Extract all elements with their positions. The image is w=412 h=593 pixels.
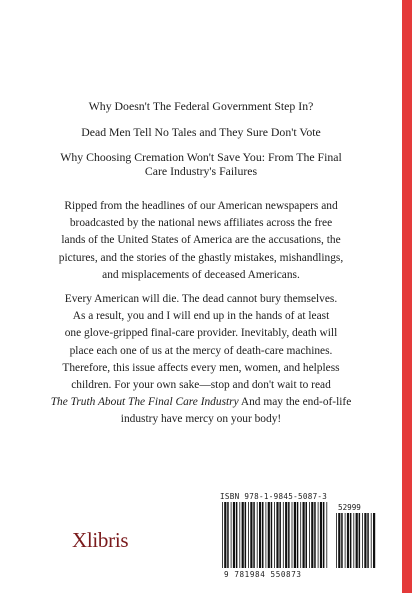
paragraph2-line: one glove-gripped final-care provider. Inevitably, death will xyxy=(64,327,338,340)
barcode-bar xyxy=(222,502,223,568)
price-code-text: 52999 xyxy=(338,503,361,512)
barcode-bar xyxy=(309,502,310,568)
headline-dead-men: Dead Men Tell No Tales and They Sure Don't Vote xyxy=(81,125,321,139)
barcode-bar xyxy=(271,502,273,568)
barcode-bar xyxy=(253,502,255,568)
barcode-bar xyxy=(345,513,346,568)
barcode-bar xyxy=(224,502,226,568)
headline-cremation: Why Choosing Cremation Won't Save You: From The Final xyxy=(60,150,342,164)
barcode-bar xyxy=(303,502,305,568)
barcode-bar xyxy=(323,502,325,568)
addon-barcode-bars xyxy=(336,513,375,568)
paragraph1-line: broadcasted by the national news affiliates across the free xyxy=(69,217,333,230)
barcode-bar xyxy=(250,502,252,568)
book-title: The Truth About The Final Care Industry xyxy=(50,396,239,409)
barcode-bar xyxy=(362,513,363,568)
barcode-bar xyxy=(326,502,327,568)
paragraph1-line: Ripped from the headlines of our American newspapers and xyxy=(64,200,338,212)
headline-federal-government: Why Doesn't The Federal Government Step In? xyxy=(88,99,314,113)
barcode-bar xyxy=(294,502,296,568)
barcode-bar xyxy=(364,513,366,568)
barcode-bar xyxy=(367,513,369,568)
publisher-logo: Xlibris xyxy=(72,528,129,552)
paragraph2-line: children. For your own sake—stop and don't wait to read xyxy=(71,379,331,392)
paragraph2-line: As a result, you and I will end up in the hands of at least xyxy=(72,310,330,323)
title-tail: And may the end-of-life xyxy=(238,396,352,409)
barcode-bar xyxy=(227,502,229,568)
headline-cremation-cont: Care Industry's Failures xyxy=(144,164,258,178)
barcode-bar xyxy=(353,513,354,568)
barcode-bar xyxy=(356,513,358,568)
barcode-bar xyxy=(239,502,240,568)
barcode-bar xyxy=(274,502,275,568)
barcode-bar xyxy=(276,502,278,568)
barcode-bar xyxy=(285,502,287,568)
barcode-bar xyxy=(279,502,281,568)
barcode-digits: 9 781984 550873 xyxy=(224,570,302,579)
paragraph2-line: Every American will die. The dead cannot bury themselves. xyxy=(64,293,338,305)
barcode-bar xyxy=(297,502,299,568)
barcode-bar xyxy=(242,502,244,568)
barcode-bar xyxy=(318,502,319,568)
paragraph1-line: pictures, and the stories of the ghastly mistakes, mishandlings, xyxy=(58,251,344,264)
paragraph2-last-line: industry have mercy on your body! xyxy=(120,413,282,426)
barcode-bar xyxy=(248,502,249,568)
barcode-bar xyxy=(341,513,343,568)
barcode-bar xyxy=(262,502,264,568)
barcode-bar xyxy=(373,513,375,568)
barcode-bar xyxy=(233,502,235,568)
paragraph1-line: and misplacements of deceased Americans. xyxy=(102,268,300,281)
main-barcode-bars xyxy=(222,502,327,568)
barcode-bar xyxy=(231,502,232,568)
barcode-bar xyxy=(236,502,238,568)
barcode-bar xyxy=(292,502,293,568)
barcode-bar xyxy=(350,513,352,568)
paragraph2-line: place each one of us at the mercy of death-care machines. xyxy=(69,344,333,357)
barcode-bar xyxy=(266,502,267,568)
barcode-bar xyxy=(338,513,340,568)
barcode-bar xyxy=(257,502,258,568)
barcode-bar xyxy=(347,513,349,568)
barcode-bar xyxy=(283,502,284,568)
barcode-bar xyxy=(288,502,290,568)
barcode-bar xyxy=(306,502,308,568)
paragraph2-line: Therefore, this issue affects every men, women, and helpless xyxy=(62,361,340,374)
barcode-bar xyxy=(336,513,337,568)
paragraph1-line: lands of the United States of America are the accusations, the xyxy=(61,234,341,247)
isbn-text: ISBN 978-1-9845-5087-3 xyxy=(220,492,328,501)
barcode-bar xyxy=(268,502,270,568)
barcode-bar xyxy=(371,513,372,568)
barcode-bar xyxy=(320,502,322,568)
barcode-bar xyxy=(245,502,247,568)
barcode-bar xyxy=(314,502,316,568)
barcode-bar xyxy=(259,502,261,568)
barcode-bar xyxy=(359,513,361,568)
barcode-bar xyxy=(300,502,301,568)
barcode-bar xyxy=(311,502,313,568)
